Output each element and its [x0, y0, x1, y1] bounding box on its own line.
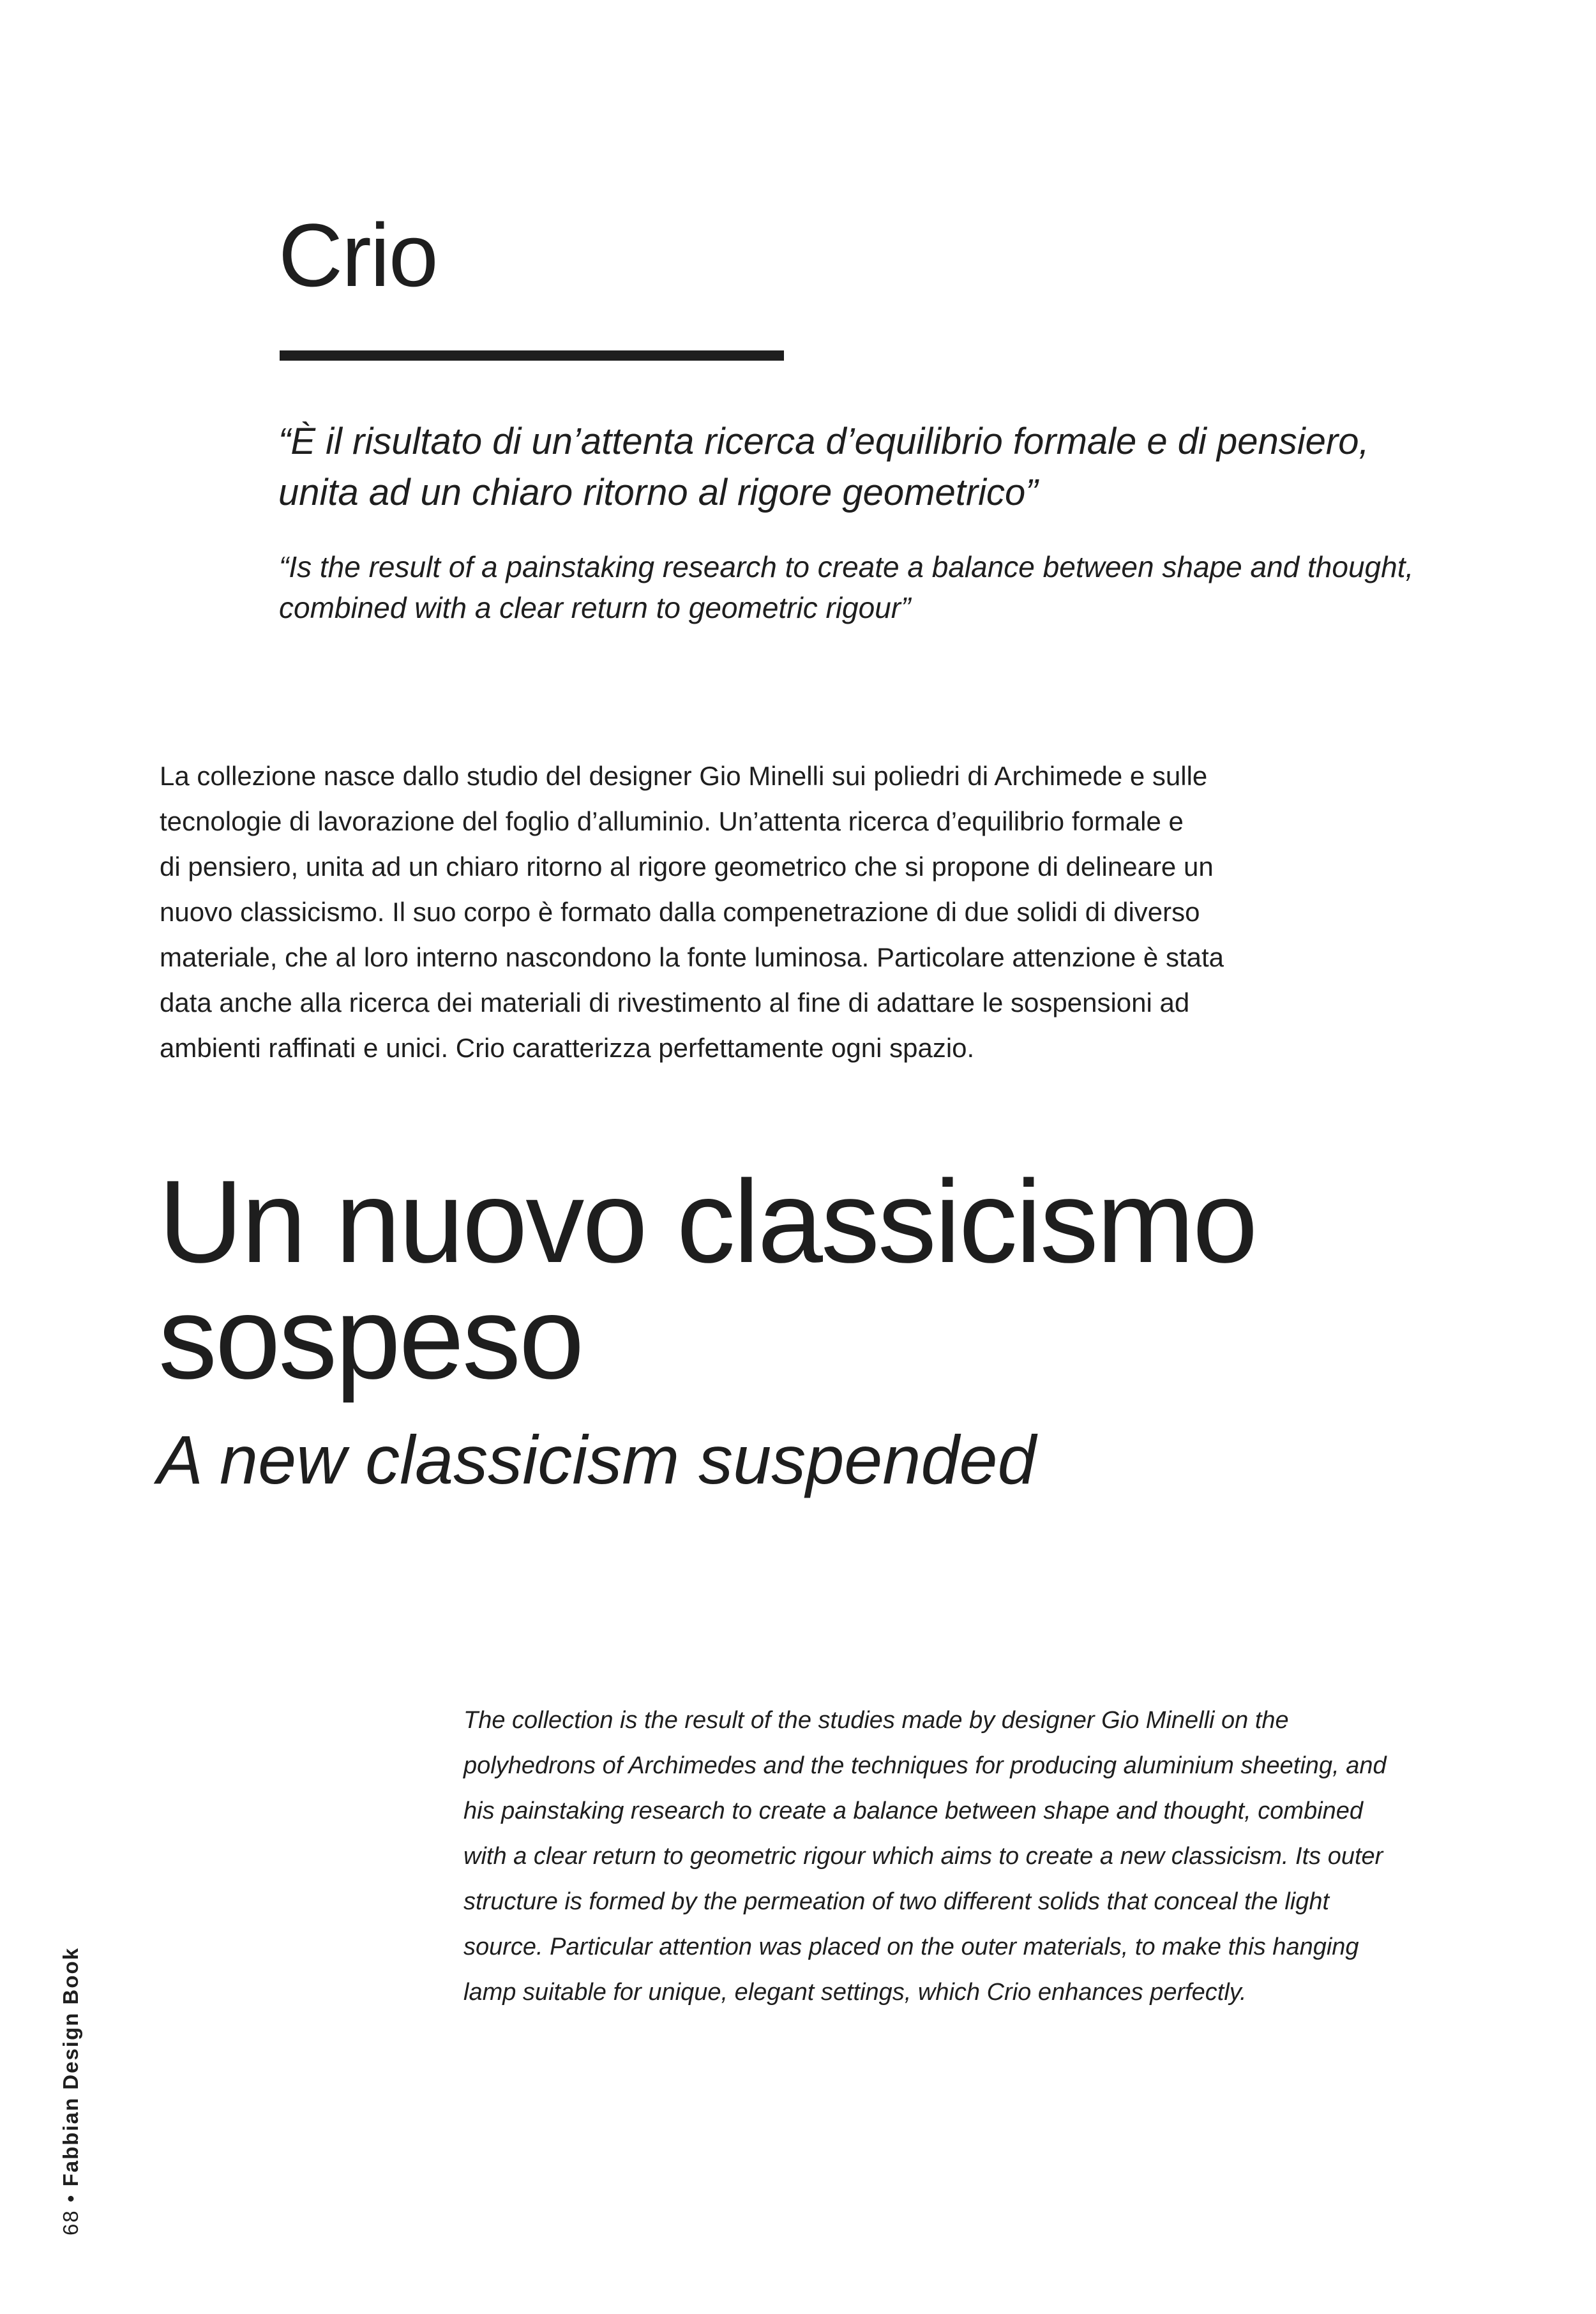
- body-it-line: materiale, che al loro interno nascondono la fonte luminosa. Particolare attenzione è stata: [160, 942, 1224, 972]
- body-text-english: [463, 1698, 1459, 2015]
- body-en-line: polyhedrons of Archimedes and the techniques for producing aluminium sheeting, and: [463, 1752, 1387, 1779]
- section-headline: [158, 1155, 1499, 1403]
- title-underline-rule: [280, 350, 784, 361]
- headline-line: sospeso: [158, 1272, 583, 1403]
- page-footer: [59, 1947, 83, 2235]
- body-it-line: ambienti raffinati e unici. Crio caratterizza perfettamente ogni spazio.: [160, 1033, 975, 1063]
- body-it-line: data anche alla ricerca dei materiali di rivestimento al fine di adattare le sospensioni ad: [160, 988, 1190, 1018]
- footer-separator: •: [59, 2193, 82, 2203]
- section-subheadline: A new classicism suspended: [157, 1421, 1036, 1498]
- headline-line: Un nuovo classicismo: [158, 1155, 1256, 1287]
- book-title: Fabbian Design Book: [59, 1947, 82, 2187]
- page-title: Crio: [278, 205, 437, 305]
- body-en-line: source. Particular attention was placed on the outer materials, to make this hanging: [463, 1934, 1359, 1960]
- body-en-line: The collection is the result of the studies made by designer Gio Minelli on the: [463, 1707, 1289, 1734]
- quote-english: “Is the result of a painstaking research to create a balance between shape and thought, combined with a clear return to geometric rigour”: [279, 550, 1414, 624]
- page-number: 68: [59, 2209, 82, 2235]
- body-it-line: La collezione nasce dallo studio del designer Gio Minelli sui poliedri di Archimede e sulle: [160, 761, 1208, 791]
- body-en-line: lamp suitable for unique, elegant settings, which Crio enhances perfectly.: [463, 1979, 1247, 2006]
- body-en-line: structure is formed by the permeation of two different solids that conceal the light: [463, 1888, 1330, 1915]
- body-it-line: tecnologie di lavorazione del foglio d’alluminio. Un’attenta ricerca d’equilibrio formale e: [160, 806, 1184, 836]
- body-en-line: his painstaking research to create a balance between shape and thought, combined: [463, 1798, 1364, 1824]
- body-it-line: di pensiero, unita ad un chiaro ritorno al rigore geometrico che si propone di delineare un: [160, 852, 1214, 882]
- quote-italian: “È il risultato di un’attenta ricerca d’equilibrio formale e di pensiero, unita ad un chiaro ritorno al rigore geometrico”: [278, 421, 1369, 513]
- body-text-italian: [160, 753, 1373, 1071]
- body-it-line: nuovo classicismo. Il suo corpo è formato dalla compenetrazione di due solidi di diverso: [160, 897, 1200, 927]
- body-en-line: with a clear return to geometric rigour which aims to create a new classicism. Its outer: [463, 1843, 1383, 1870]
